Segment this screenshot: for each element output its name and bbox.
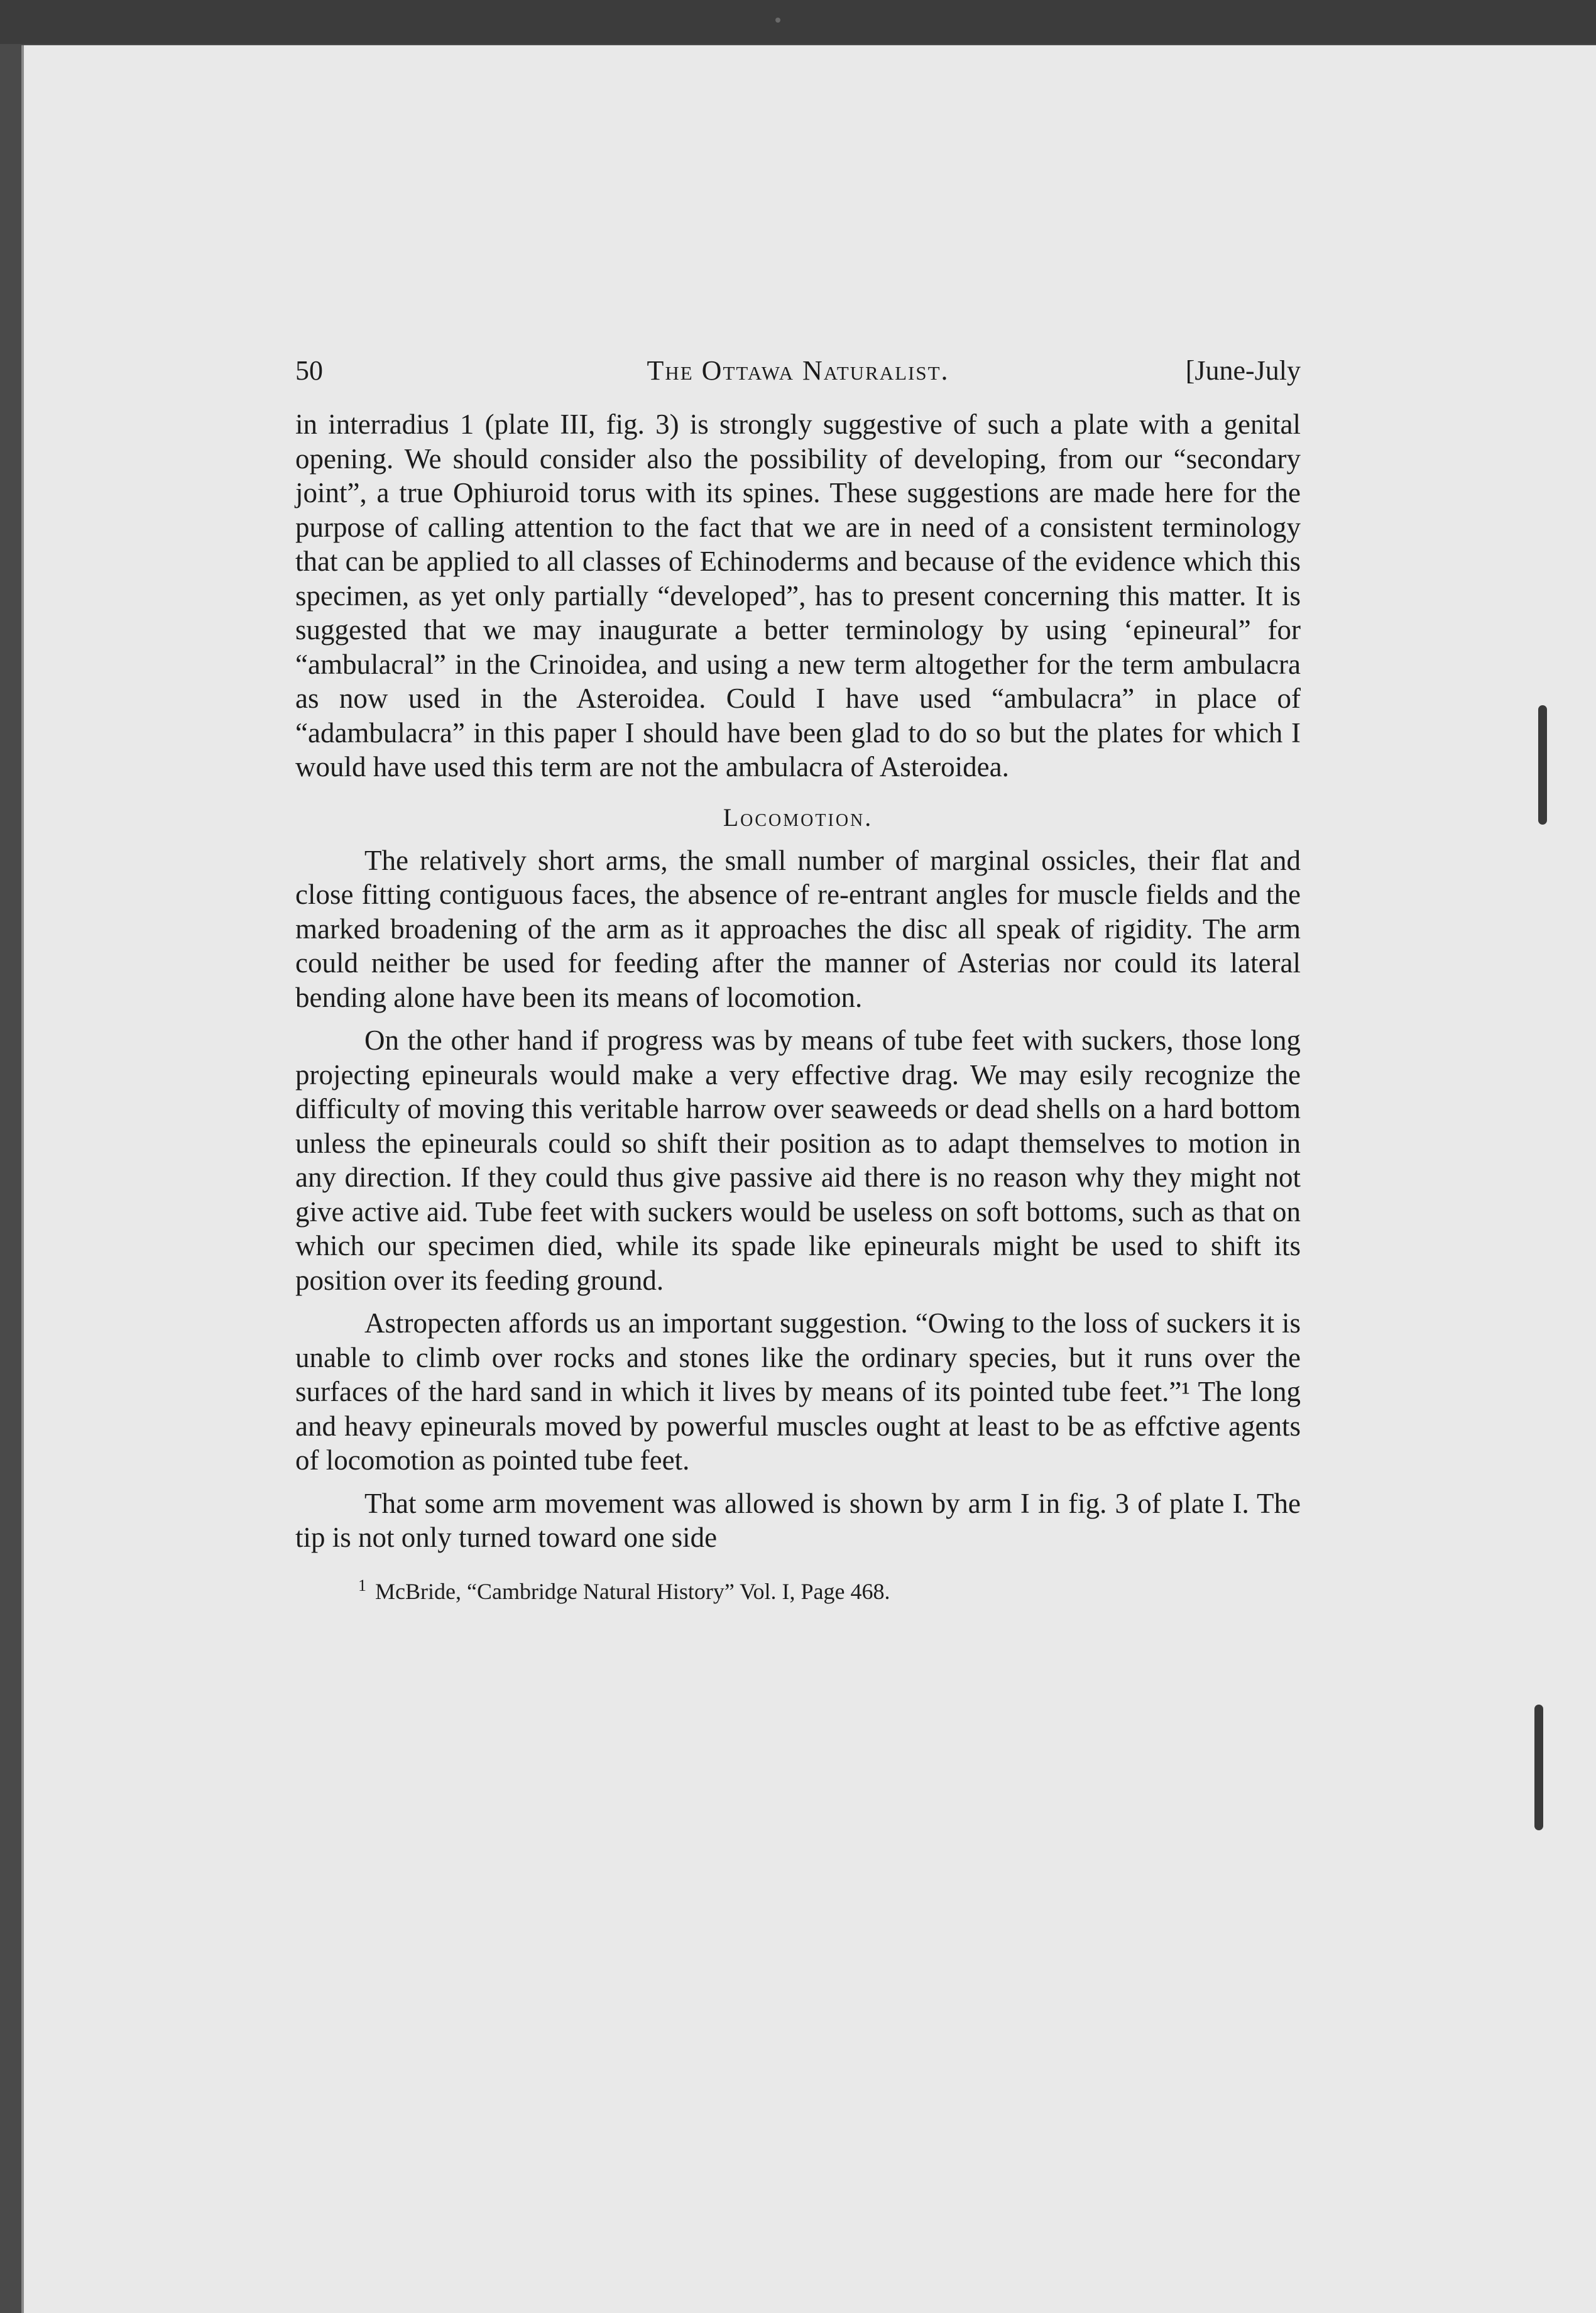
paragraph-terminology: in interradius 1 (plate III, fig. 3) is strongly suggestive of such a plate with a genital opening. We should consider also the possibility of developing, from our “secondary joint”, a true Ophiuroid torus with its spines. These suggestions are made here for the purpose of calling attention to the fact that we are in need of a consistent terminology that can be applied to all classes of Echinoderms and because of the evidence which this specimen, as yet only partially “developed”, has to present concerning this matter. It is suggested that we may inaugurate a better terminology by using ‘epineural” for “ambulacral” in the Crinoidea, and using a new term altogether for the term ambulacra as now used in the Asteroidea. Could I have used “ambulacra” in place of “adambulacra” in this paper I should have been glad to do so but the plates for which I would have used this term are not the ambulacra of Asteroidea. [295,409,1301,783]
article-body [295,352,1301,1606]
page-number: 50 [295,355,323,386]
binding-mark [1534,1705,1543,1830]
footnote [358,1571,1301,1606]
footnote-text: McBride, “Cambridge Natural History” Vol. I, Page 468. [375,1578,890,1604]
running-head [295,352,1301,390]
paragraph-arm-movement: That some arm movement was allowed is shown by arm I in fig. 3 of plate I. The tip is not only turned toward one side [295,1487,1301,1553]
issue-date: [June-July [1185,355,1301,386]
dust-speck [775,18,780,23]
section-heading-locomotion: Locomotion. [723,803,873,832]
journal-title: The Ottawa Naturalist. [647,355,949,386]
scan-background-top [0,0,1596,44]
paragraph-tube-feet: On the other hand if progress was by means of tube feet with suckers, those long projecting epineurals would make a very effective drag. We may esily recognize the difficulty of moving this veritable harrow over seaweeds or dead shells on a hard bottom unless the epineurals could so shift their position as to adapt themselves to motion in any direction. If they could thus give passive aid there is no reason why they might not give active aid. Tube feet with suckers would be useless on soft bottoms, such as that on which our specimen died, while its spade like epineurals might be used to shift its position over its feeding ground. [295,1025,1301,1296]
binding-mark [1538,705,1547,825]
paragraph-astropecten: Astropecten affords us an important suggestion. “Owing to the loss of suckers it is unable to climb over rocks and stones like the ordinary species, but it runs over the surfaces of the hard sand in which it lives by means of its pointed tube feet.”¹ The long and heavy epineurals moved by powerful muscles ought at least to be as effctive agents of locomotion as pointed tube feet. [295,1307,1301,1476]
paragraph-rigidity: The relatively short arms, the small number of marginal ossicles, their flat and close fitting contiguous faces, the absence of re-entrant angles for muscle fields and the marked broadening of the arm as it approaches the disc all speak of rigidity. The arm could neither be used for feeding after the manner of Asterias nor could its lateral bending alone have been its means of locomotion. [295,844,1301,1013]
footnote-mark: 1 [358,1576,366,1595]
